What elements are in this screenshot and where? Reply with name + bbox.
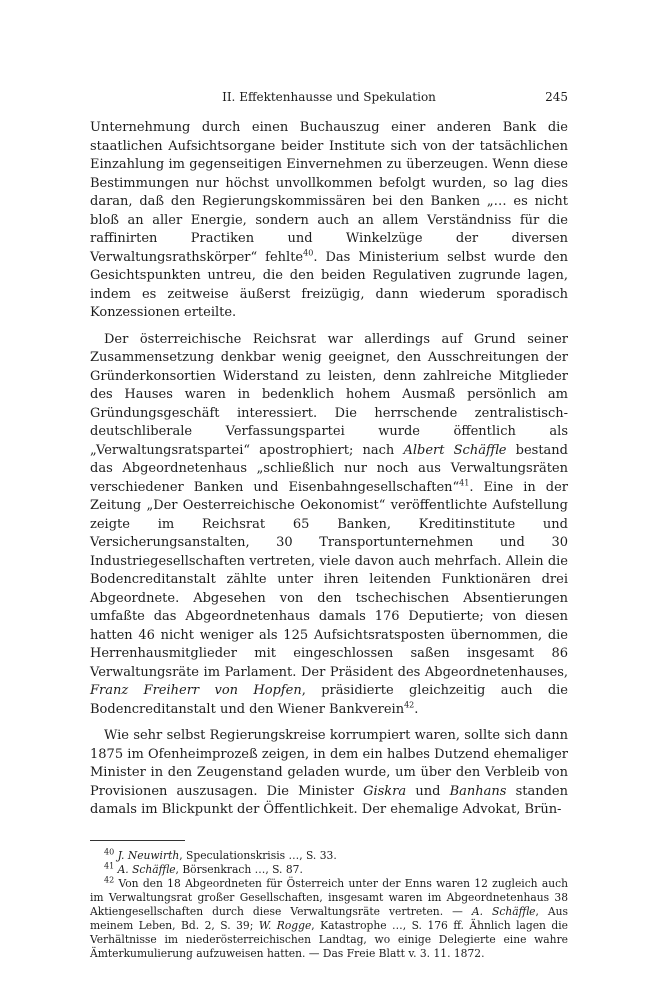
text-run: und — [406, 783, 450, 799]
footnotes — [90, 846, 568, 961]
paragraph — [90, 727, 568, 820]
paragraph — [90, 119, 568, 323]
text-run: , Katastrophe …, S. 176 ff. Ähnlich lagen die Verhältnisse im niederösterreichischen Landtag, wo einige Delegierte eine wahre Ämterkumulierung aufzuweisen hatten. — Das Freie Blatt v. 3. 11. 1872. — [90, 918, 568, 960]
page-number: 245 — [545, 90, 568, 104]
text-run: , Speculationskrisis …, S. 33. — [179, 848, 337, 862]
text-run: bestand das Abgeordnetenhaus „schließlich nur noch aus Verwaltungsräten verschiedener Banken und Eisenbahngesellschaften“ — [90, 442, 568, 495]
footnote — [90, 860, 568, 877]
text-run: . Das Ministerium selbst wurde den Gesichtspunkten untreu, die den beiden Regulativen zugrunde lagen, indem es zeitweise äußerst freizügig, dann wiederum sporadisch Konzessionen erteilte. — [90, 249, 568, 320]
italic-name: W. Rogge — [258, 918, 312, 932]
italic-name: Banhans — [449, 783, 507, 799]
text-run: Von den 18 Abgeordneten für Österreich unter der Enns waren 12 zugleich auch im Verwaltungsrat großer Gesellschaften, insgesamt waren im Abgeordnetenhaus 38 Aktiengesellschaften durch diese Verwaltungsräte vertreten. — — [90, 876, 568, 918]
italic-name: A. Schäffle — [471, 904, 536, 918]
footnote-marker: 42 — [404, 700, 415, 710]
footnote-divider — [90, 840, 185, 841]
text-run: . — [414, 701, 419, 717]
footnote-marker: 42 — [104, 874, 115, 884]
text-run: Der österreichische Reichsrat war allerdings auf Grund seiner Zusammensetzung denkbar wenig geeignet, den Ausschreitungen der Gründerkonsortien Widerstand zu leisten, denn zahlreiche Mitglieder des Hauses waren in bedenklich hohem Ausmaß persönlich am Gründungsgeschäft interessiert. Die herrschende zentralistisch-deutschliberale Verfassungspartei wurde öffentlich als „Verwaltungsratspartei“ apostrophiert; nach — [90, 331, 568, 458]
footnote-marker: 41 — [104, 860, 115, 870]
running-head — [90, 90, 568, 110]
italic-name: Franz Freiherr von Hopfen — [90, 683, 302, 698]
text-run: Wie sehr selbst Regierungskreise korrumpiert waren, sollte sich dann 1875 im Ofenheimprozeß zeigen, in dem ein halbes Dutzend ehemaliger Minister in den Zeugenstand geladen wurde, um über den Verbleib von Provisionen auszusagen. Die Minister — [90, 728, 568, 799]
text-run: , präsidierte gleichzeitig auch die Bodencreditanstalt und den Wiener Bankverein — [90, 683, 569, 717]
text-run: , Börsenkrach …, S. 87. — [175, 862, 303, 876]
italic-name: A. Schäffle — [117, 862, 176, 876]
book-page — [90, 90, 568, 961]
footnote-marker: 40 — [303, 248, 314, 258]
italic-name: Giskra — [363, 783, 407, 799]
text-run: . Eine in der Zeitung „Der Oesterreichische Oekonomist“ veröffentlichte Aufstellung zeigte im Reichsrat 65 Banken, Kreditinstitute und Versicherungsanstalten, 30 Transportunternehmen und 30 Industriegesellschaften vertreten, viele davon auch mehrfach. Allein die Bodencreditanstalt zählte unter ihren leitenden Funktionären drei Abgeordnete. Abgesehen von den tschechischen Absentierungen umfaßte das Abgeordnetenhaus damals 176 Deputierte; von diesen hatten 46 nicht weniger als 125 Aufsichtsratsposten übernommen, die Herrenhausmitglieder mit eingeschlossen saßen insgesamt 86 Verwaltungsräte im Parlament. Der Präsident des Abgeordnetenhauses, — [90, 479, 568, 680]
body-text — [90, 119, 568, 820]
footnote-marker: 41 — [459, 478, 470, 488]
footnote — [90, 874, 568, 961]
italic-name: Albert Schäffle — [403, 442, 507, 458]
text-run: standen damals im Blickpunkt der Öffentlichkeit. Der ehemalige Advokat, Brün- — [90, 783, 568, 817]
text-run: Unternehmung durch einen Buchauszug einer anderen Bank die staatlichen Aufsichtsorgane beider Institute sich von der tatsächlichen Einzahlung im gegenseitigen Einvernehmen zu überzeugen. Wenn diese Bestimmungen nur höchst unvollkommen befolgt wurden, so lag dies daran, daß den Regierungskommissären bei den Banken „… es nicht bloß an aller Energie, sondern auch an allem Verständniss für die raffinirten Practiken und Winkelzüge der diversen Verwaltungsrathskörper“ fehlte — [90, 120, 568, 265]
footnote — [90, 846, 568, 863]
chapter-title: II. Effektenhausse und Spekulation — [222, 90, 436, 104]
paragraph — [90, 331, 568, 720]
footnote-marker: 40 — [104, 846, 115, 856]
text-run: , Aus meinem Leben, Bd. 2, S. 39; — [90, 904, 568, 932]
italic-name: J. Neuwirth — [117, 848, 180, 862]
